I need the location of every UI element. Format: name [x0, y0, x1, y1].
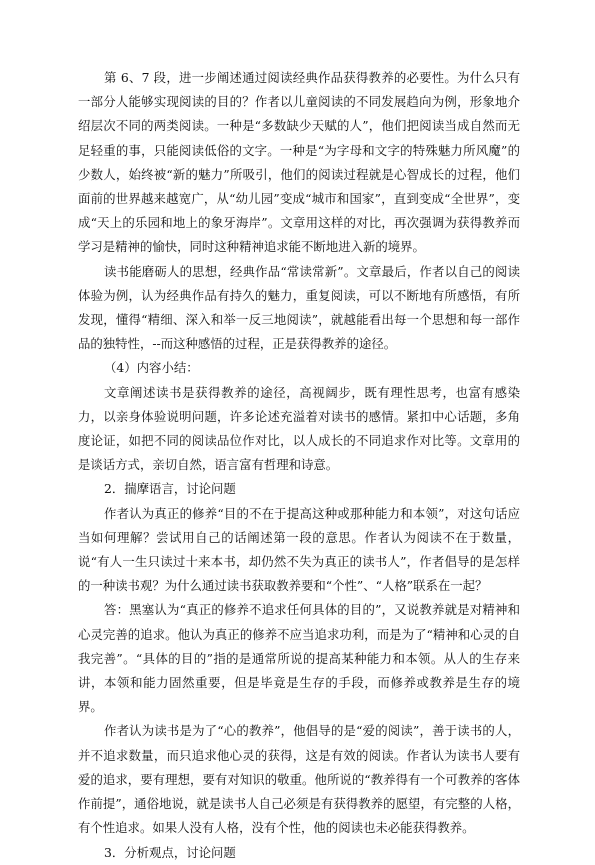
paragraph-classics-reading: 读书能磨砺人的思想，经典作品“常读常新”。文章最后，作者以自己的阅读体验为例，认为经典作品有持久的魅力，重复阅读，可以不断地有所感悟，有所发现，懂得“精细、深入和举一反三地阅读”，就越能看出每一个思想和每一部作品的独特性，--而这种感悟的过程，正是获得教养的途径。 — [78, 263, 520, 352]
section-heading-language: 2．揣摩语言，讨论问题 — [104, 481, 236, 497]
paragraph-answer-2: 作者认为读书是为了“心的教养”，他倡导的是“爱的阅读”，善于读书的人，并不追求数量，而只追求他心灵的获得，这是有效的阅读。作者认为读书人要有爱的追求，要有理想，要有对知识的敬重。他所说的“教养得有一个可教养的客体作前提”，通俗地说，就是读书人自己必须是有获得教养的愿望，有完整的人格，有个性追求。如果人没有人格，没有个性，他的阅读也未必能获得教养。 — [78, 723, 520, 836]
paragraph-question: 作者认为真正的修养“目的不在于提高这种或那种能力和本领”，对这句话应当如何理解？尝试用自己的话阐述第一段的意思。作者认为阅读不在于数量，说“有人一生只读过十来本书，却仍然不失为真正的读书人”，作者倡导的是怎样的一种读书观？为什么通过读书获取教养要和“个性”、“人格”联系在一起？ — [78, 505, 520, 594]
paragraph-summary: 文章阐述读书是获得教养的途径，高视阔步，既有理性思考，也富有感染力，以亲身体验说明问题，许多论述充溢着对读书的感情。紧扣中心话题，多角度论证，如把不同的阅读品位作对比，以人成长的不同追求作对比等。文章用的是谈话方式，亲切自然，语言富有哲理和诗意。 — [78, 384, 520, 473]
paragraph-answer-1: 答：黑塞认为“真正的修养不追求任何具体的目的”，又说教养就是对精神和心灵完善的追求。他认为真正的修养不应当追求功利，而是为了“精神和心灵的自我完善”。“具体的目的”指的是通常所说的提高某种能力和本领。从人的生存来讲，本领和能力固然重要，但是毕竟是生存的手段，而修养或教养是生存的境界。 — [78, 602, 520, 715]
section-heading-viewpoints: 3．分析观点，讨论问题 — [104, 844, 236, 860]
paragraph-analysis-6-7: 第 6、7 段，进一步阐述通过阅读经典作品获得教养的必要性。为什么只有一部分人能够实现阅读的目的？作者以儿童阅读的不同发展趋向为例，形象地介绍层次不同的两类阅读。一种是“多数缺少天赋的人”，他们把阅读当成自然而无足轻重的事，只能阅读低俗的文字。一种是“为字母和文字的特殊魅力所风魔”的少数人，始终被“新的魅力”所吸引，他们的阅读过程就是心智成长的过程，他们面前的世界越来越宽广，从“幼儿园”变成“城市和国家”，直到变成“全世界”，变成“天上的乐园和地上的象牙海岸”。文章用这样的对比，再次强调为获得教养而学习是精神的愉快，同时这种精神追求能不断地进入新的境界。 — [78, 70, 520, 255]
document-body — [78, 66, 520, 865]
section-heading-summary: （4）内容小结： — [104, 360, 199, 376]
